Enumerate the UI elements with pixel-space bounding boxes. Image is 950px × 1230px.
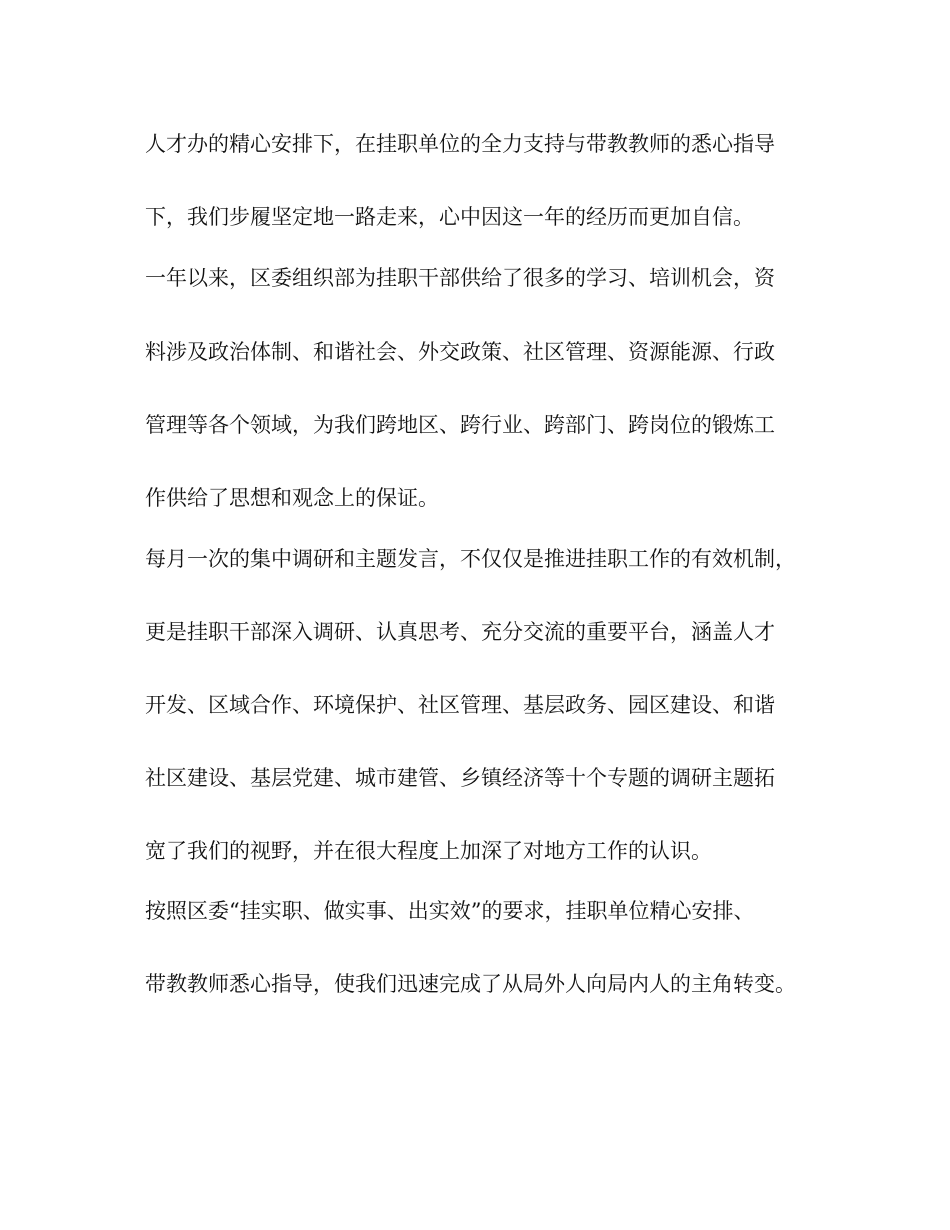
text-line: 下，我们步履坚定地一路走来，心中因这一年的经历而更加自信。	[145, 205, 754, 229]
text-line: 带教教师悉心指导，使我们迅速完成了从局外人向局内人的主角转变。	[145, 972, 796, 996]
text-line: 社区建设、基层党建、城市建管、乡镇经济等十个专题的调研主题拓	[145, 766, 775, 790]
text-line: 人才办的精心安排下，在挂职单位的全力支持与带教教师的悉心指导	[145, 132, 775, 156]
text-line: 开发、区域合作、环境保护、社区管理、基层政务、园区建设、和谐	[145, 693, 775, 717]
text-line: 宽了我们的视野，并在很大程度上加深了对地方工作的认识。	[145, 839, 712, 863]
text-line: 料涉及政治体制、和谐社会、外交政策、社区管理、资源能源、行政	[145, 340, 775, 364]
text-line: 按照区委“挂实职、做实事、出实效”的要求，挂职单位精心安排、	[145, 899, 755, 923]
text-line: 更是挂职干部深入调研、认真思考、充分交流的重要平台，涵盖人才	[145, 620, 775, 644]
text-line: 管理等各个领域，为我们跨地区、跨行业、跨部门、跨岗位的锻炼工	[145, 413, 775, 437]
text-line: 每月一次的集中调研和主题发言，不仅仅是推进挂职工作的有效机制，	[145, 547, 796, 571]
text-line: 一年以来，区委组织部为挂职干部供给了很多的学习、培训机会，资	[145, 266, 775, 290]
text-line: 作供给了思想和观念上的保证。	[145, 486, 439, 510]
